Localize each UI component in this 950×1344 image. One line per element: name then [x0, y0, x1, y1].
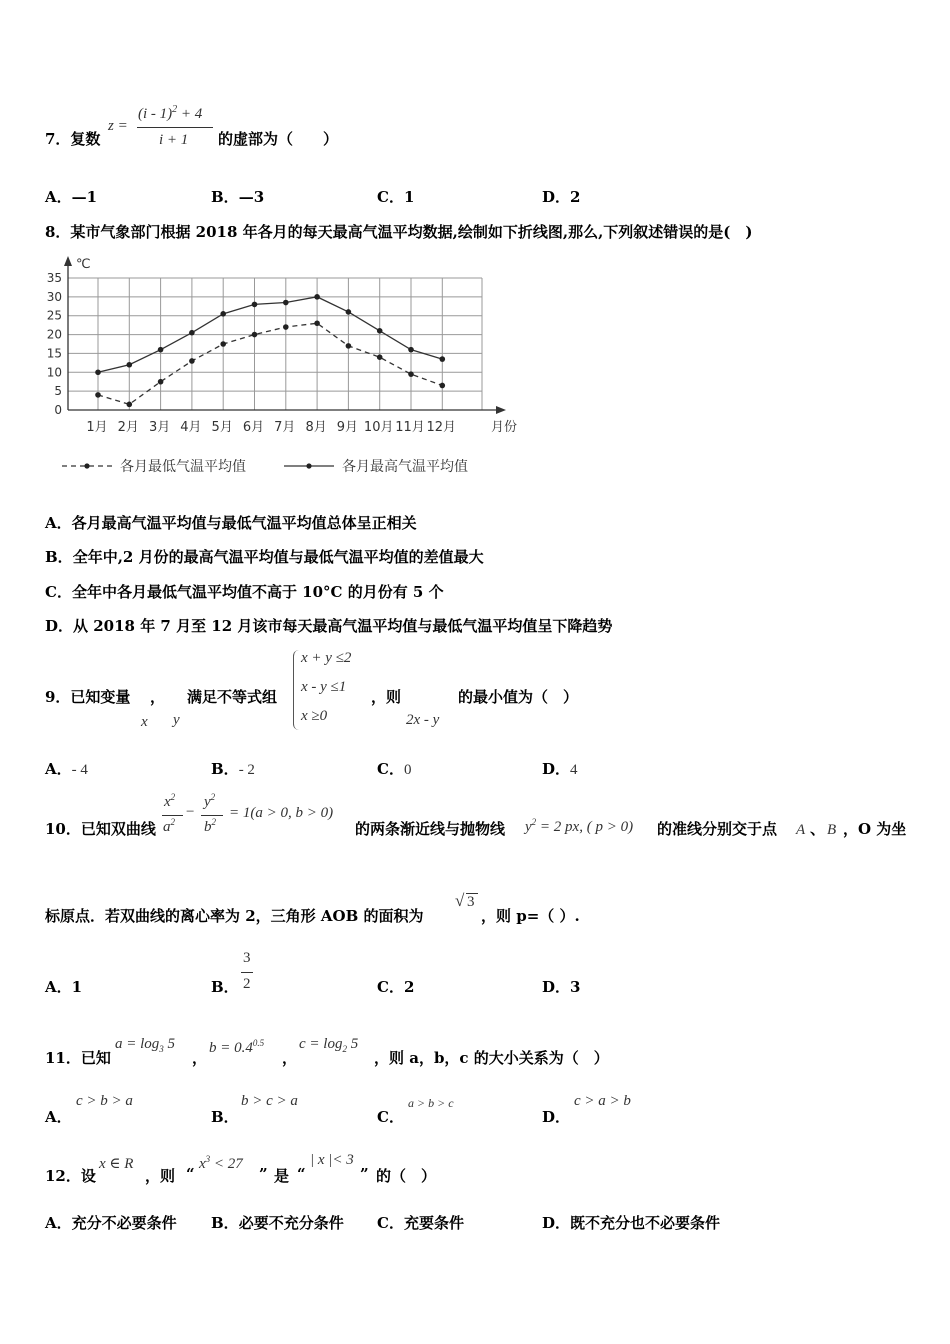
- legend-marker: [306, 463, 311, 468]
- x-tick-label: 3月: [148, 420, 171, 435]
- q7-denominator: i + 1: [159, 132, 189, 148]
- data-point-max: [283, 300, 289, 306]
- q10-option-b-denominator: 2: [243, 976, 251, 992]
- y-tick-label: 30: [46, 289, 62, 304]
- q11-option-a-label: A．: [45, 1108, 72, 1126]
- q7-fraction-bar: [137, 127, 213, 128]
- data-point-max: [314, 294, 320, 300]
- q12-set-expression: x ∈ R: [99, 1156, 134, 1172]
- q9-stem-post: 的最小值为（ ）: [458, 688, 579, 706]
- q10-stem-pre: 10．已知双曲线: [45, 820, 156, 838]
- data-point-max: [95, 369, 101, 375]
- q12-stem-post: 的（ ）: [376, 1167, 437, 1185]
- q12-option-d: D．既不充分也不必要条件: [542, 1214, 721, 1232]
- legend-label: 各月最高气温平均值: [342, 459, 468, 475]
- q9-system-brace: [293, 650, 300, 730]
- q12-is: 是: [274, 1167, 290, 1185]
- q10-option-d: D．3: [542, 978, 581, 996]
- q10-option-b-label: B．: [211, 978, 239, 996]
- q7-option-d: D．2: [542, 188, 581, 206]
- x-tick-label: 8月: [305, 420, 327, 435]
- q11-comma-1: ，: [192, 1049, 208, 1067]
- x-tick-label: 12月: [426, 420, 457, 435]
- q10-stem-mid: 的两条渐近线与抛物线: [355, 820, 506, 838]
- data-point-min: [95, 392, 101, 398]
- y-axis-label: ℃: [76, 257, 91, 272]
- q12-condition-1: $x^3 < 27$: [199, 1154, 243, 1172]
- q10-hyperbola-tail: = 1(a > 0, b > 0): [229, 805, 334, 821]
- q9-option-a: A．- 4: [45, 760, 88, 778]
- q7-numerator: (i - 1)$^2$ + 4: [138, 104, 203, 122]
- data-point-min: [220, 341, 226, 347]
- q11-option-c-label: C．: [377, 1108, 404, 1126]
- data-point-min: [314, 320, 320, 326]
- q7-z-eq: z =: [108, 118, 128, 134]
- q10-option-c: C．2: [377, 978, 415, 996]
- q9-inequality-3: x ≥0: [301, 708, 328, 724]
- y-tick-label: 20: [46, 327, 62, 342]
- data-point-max: [408, 347, 414, 353]
- data-point-min: [189, 358, 195, 364]
- data-point-min: [346, 343, 352, 349]
- q10-stem-end: ，O 为坐: [843, 820, 907, 838]
- q10-sqrt-value: 3: [467, 894, 475, 910]
- q12-option-b: B．必要不充分条件: [211, 1214, 344, 1232]
- q10-y-squared: $y^2$: [204, 792, 216, 810]
- q10-b-squared: $b^2$: [204, 817, 216, 835]
- y-tick-label: 35: [46, 271, 62, 285]
- q7-option-a: A．—1: [45, 188, 98, 206]
- y-tick-label: 15: [46, 346, 62, 361]
- q10-point-a: A: [796, 822, 806, 838]
- q12-open-quote-2: “: [297, 1165, 306, 1183]
- q10-parabola: $y^2 = 2$ px, ( p > 0): [525, 817, 634, 835]
- q11-stem-pre: 11．已知: [45, 1049, 111, 1067]
- x-tick-label: 1月: [86, 420, 108, 435]
- x-tick-label: 4月: [180, 420, 202, 435]
- x-tick-label: 2月: [117, 420, 139, 435]
- q12-then: ，则: [145, 1167, 176, 1185]
- q12-stem-pre: 12．设: [45, 1167, 96, 1185]
- x-tick-label: 6月: [242, 420, 265, 435]
- q9-option-b: B．- 2: [211, 760, 255, 778]
- x-axis-label: 月份: [490, 420, 518, 435]
- temperature-line-chart: [38, 250, 538, 480]
- y-tick-label: 25: [46, 308, 62, 323]
- y-tick-label: 0: [54, 403, 62, 417]
- q10-stem-mid2: 的准线分别交于点: [657, 820, 778, 838]
- q10-option-b-fraction-bar: [241, 972, 253, 973]
- q12-option-c: C．充要条件: [377, 1214, 464, 1232]
- q8-option-b: B．全年中,2 月份的最高气温平均值与最低气温平均值的差值最大: [45, 548, 484, 566]
- y-axis-arrow: [64, 256, 72, 266]
- data-point-max: [346, 309, 352, 315]
- y-tick-label: 5: [54, 384, 62, 399]
- data-point-min: [377, 354, 383, 360]
- q7-stem-pre: 7．复数: [45, 130, 101, 148]
- data-point-min: [158, 379, 164, 385]
- q8-option-c: C．全年中各月最低气温平均值不高于 10°C 的月份有 5 个: [45, 583, 444, 601]
- q11-a-expression: $a = \log_3 5$: [115, 1036, 176, 1054]
- data-point-max: [252, 302, 258, 308]
- q9-option-c: C．0: [377, 760, 412, 778]
- q11-b-expression: $b = 0.4^{0.5}$: [209, 1038, 265, 1056]
- q7-stem-post: 的虚部为（ ）: [218, 130, 339, 148]
- q10-option-b-numerator: 3: [243, 950, 251, 966]
- x-tick-label: 9月: [336, 420, 359, 435]
- q12-condition-2: | x |< 3: [310, 1152, 354, 1168]
- y-tick-label: 10: [46, 365, 62, 380]
- q10-fraction-bar-2: [201, 815, 223, 816]
- q11-option-c: a > b > c: [408, 1096, 454, 1110]
- q9-var-x: x: [141, 714, 148, 730]
- q10-line2-post: ，则 p=（ ）.: [481, 907, 580, 925]
- data-point-min: [440, 383, 446, 389]
- x-axis-arrow: [496, 406, 506, 414]
- q10-line2-pre: 标原点．若双曲线的离心率为 2，三角形 AOB 的面积为: [45, 907, 424, 925]
- q7-option-c: C．1: [377, 188, 415, 206]
- q11-option-b: b > c > a: [241, 1093, 298, 1109]
- q10-option-a: A．1: [45, 978, 83, 996]
- legend-marker: [84, 463, 89, 468]
- q10-a-squared: $a^2$: [163, 817, 175, 835]
- q8-stem: 8．某市气象部门根据 2018 年各月的每天最高气温平均数据,绘制如下折线图,那么,下列叙述错误的是( ): [45, 223, 753, 241]
- q11-stem-post: ，则 a，b，c 的大小关系为（ ）: [374, 1049, 609, 1067]
- x-tick-label: 7月: [274, 420, 296, 435]
- data-point-min: [283, 324, 289, 330]
- data-point-max: [158, 347, 164, 353]
- q10-x-squared: $x^2$: [164, 792, 176, 810]
- q11-option-d-label: D．: [542, 1108, 571, 1126]
- q7-option-b: B．—3: [211, 188, 265, 206]
- q11-option-d: c > a > b: [574, 1093, 631, 1109]
- q10-minus: −: [186, 804, 195, 820]
- q10-fraction-bar-1: [162, 815, 183, 816]
- data-point-max: [189, 330, 195, 336]
- data-point-max: [377, 328, 383, 334]
- x-tick-label: 10月: [363, 420, 394, 435]
- q9-inequality-2: x - y ≤1: [301, 679, 347, 695]
- q9-comma: ，: [150, 688, 166, 706]
- q10-separator: 、: [810, 820, 826, 838]
- q9-stem-mid: 满足不等式组: [187, 688, 278, 706]
- data-point-max: [220, 311, 226, 317]
- q9-stem-pre: 9．已知变量: [45, 688, 131, 706]
- q9-var-y: y: [173, 712, 180, 728]
- data-point-min: [127, 402, 133, 408]
- q10-point-b: B: [827, 822, 837, 838]
- q8-option-d: D．从 2018 年 7 月至 12 月该市每天最高气温平均值与最低气温平均值呈下降趋势: [45, 617, 613, 635]
- q9-expression: 2x - y: [406, 712, 440, 728]
- data-point-min: [408, 371, 414, 377]
- x-tick-label: 11月: [395, 420, 425, 435]
- series-line-min: [98, 323, 442, 404]
- q10-sqrt-symbol: √: [455, 891, 465, 910]
- q11-comma-2: ，: [282, 1049, 298, 1067]
- q12-close-quote-2: ”: [360, 1165, 369, 1183]
- q9-then: ，则: [371, 688, 402, 706]
- legend-label: 各月最低气温平均值: [120, 459, 246, 475]
- q9-inequality-1: x + y ≤2: [301, 650, 352, 666]
- q8-option-a: A．各月最高气温平均值与最低气温平均值总体呈正相关: [45, 514, 417, 532]
- data-point-max: [440, 356, 446, 362]
- data-point-max: [127, 362, 133, 368]
- q11-option-a: c > b > a: [76, 1093, 133, 1109]
- q12-close-quote-1: ”: [259, 1165, 268, 1183]
- x-tick-label: 5月: [211, 420, 233, 435]
- data-point-min: [252, 332, 258, 338]
- q11-option-b-label: B．: [211, 1108, 239, 1126]
- q12-option-a: A．充分不必要条件: [45, 1214, 177, 1232]
- q12-open-quote-1: “: [186, 1165, 195, 1183]
- q11-c-expression: $c = \log_2 5$: [299, 1036, 359, 1054]
- q9-option-d: D．4: [542, 760, 578, 778]
